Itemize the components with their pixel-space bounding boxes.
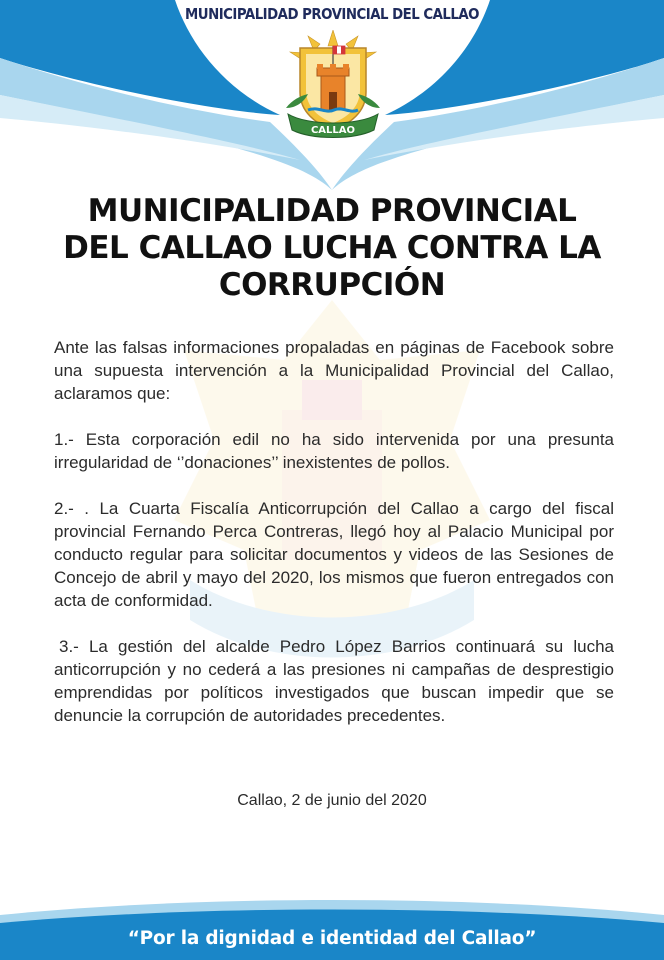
footer-slogan: “Por la dignidad e identidad del Callao” — [127, 928, 537, 949]
point-2-paragraph: 2.- . La Cuarta Fiscalía Anticorrupción del Callao a cargo del fiscal provincial Fernando Perca Contreras, llegó hoy al Palacio Municipal por conducto regular para solicitar documentos y videos de las Sesiones de Concejo de abril y mayo del 2020, los mismos que fueron entregados con acta de conformidad. — [54, 499, 614, 610]
statement-body — [54, 336, 614, 750]
dateline: Callao, 2 de junio del 2020 — [237, 792, 427, 809]
municipal-crest-icon — [278, 30, 388, 142]
intro-paragraph: Ante las falsas informaciones propaladas en páginas de Facebook sobre una supuesta intervención a la Municipalidad Provincial del Callao, aclaramos que: — [54, 338, 614, 403]
page-title — [40, 193, 624, 304]
organization-name: MUNICIPALIDAD PROVINCIAL DEL CALLAO — [185, 5, 479, 23]
title-line-3: CORRUPCIÓN — [218, 267, 446, 303]
point-1-paragraph: 1.- Esta corporación edil no ha sido intervenida por una presunta irregularidad de ‘’donaciones’’ inexistentes de pollos. — [54, 430, 614, 472]
title-line-1: MUNICIPALIDAD PROVINCIAL — [87, 193, 577, 229]
title-line-2: DEL CALLAO LUCHA CONTRA LA — [63, 230, 601, 266]
crest-label: CALLAO — [310, 125, 356, 136]
point-3-paragraph: 3.- La gestión del alcalde Pedro López Barrios continuará su lucha anticorrupción y no cederá a las presiones ni campañas de desprestigio emprendidas por políticos investigados que buscan impedir que se denuncie la corrupción de autoridades precedentes. — [54, 637, 614, 725]
